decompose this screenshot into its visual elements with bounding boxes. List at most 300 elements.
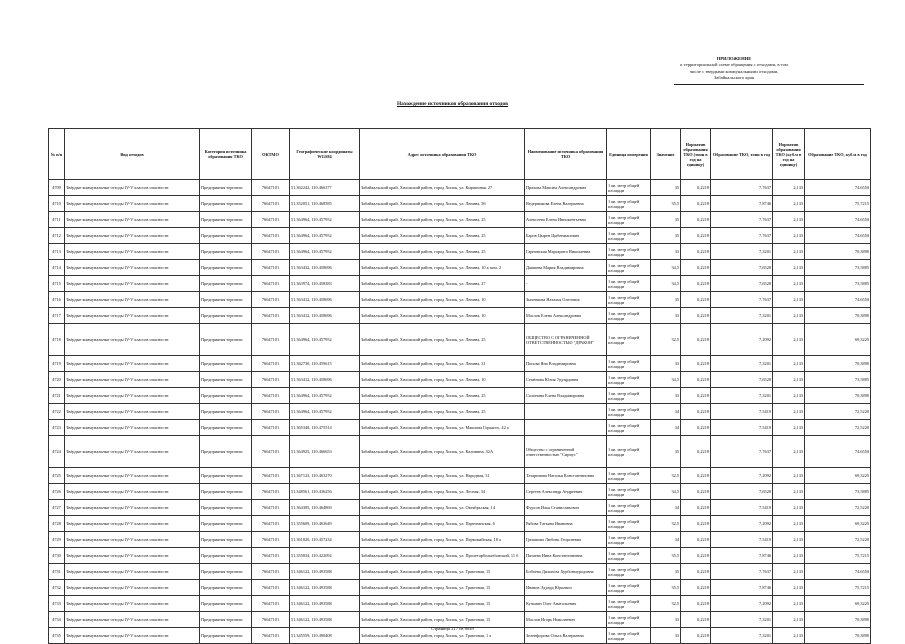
- table-row: [49, 596, 871, 612]
- norm-m3-cell: 2,133: [773, 372, 805, 388]
- address-cell: Забайкальский край, Хилокский район, город Хилок, ул. Ленина, 25: [360, 388, 525, 404]
- value-cell: 32,5: [651, 468, 681, 484]
- waste-type-cell: Твёрдые коммунальные отходы IV-V классов опасности: [65, 612, 200, 628]
- waste-m3-cell: 72,5220: [805, 420, 871, 436]
- table-row: [49, 532, 871, 548]
- source-name-cell: Семёнова Юлия Эдуардовна: [525, 372, 607, 388]
- source-category-cell: Предприятия торговли: [200, 196, 252, 212]
- waste-tonnes-cell: 7,6528: [711, 484, 773, 500]
- address-cell: Забайкальский край, Хилокский район, город Хилок, ул. Ленина, 10: [360, 292, 525, 308]
- norm-tonnes-cell: 0,2218: [681, 292, 711, 308]
- norm-m3-cell: 2,133: [773, 308, 805, 324]
- norm-m3-cell: 2,133: [773, 628, 805, 644]
- norm-tonnes-cell: 0,2218: [681, 500, 711, 516]
- waste-tonnes-cell: 7,5419: [711, 420, 773, 436]
- norm-tonnes-cell: 0,2218: [681, 260, 711, 276]
- table-header-row: [49, 129, 871, 180]
- address-cell: Забайкальский край, Хилокский район, город Хилок, ул. Трактовая, 1 а: [360, 628, 525, 644]
- source-name-cell: Гришкова Любовь Георгиевна: [525, 532, 607, 548]
- source-category-cell: Предприятия торговли: [200, 548, 252, 564]
- norm-tonnes-cell: 0,2218: [681, 580, 711, 596]
- coordinates-cell: 51.364964, 110.457952: [290, 324, 360, 356]
- waste-type-cell: Твёрдые коммунальные отходы IV-V классов опасности: [65, 196, 200, 212]
- waste-tonnes-cell: 7,3201: [711, 628, 773, 644]
- norm-m3-cell: 2,133: [773, 388, 805, 404]
- waste-type-cell: Твёрдые коммунальные отходы IV-V классов опасности: [65, 228, 200, 244]
- norm-tonnes-cell: 0,2218: [681, 212, 711, 228]
- column-header: Категория источника образования ТКО: [200, 129, 252, 180]
- waste-tonnes-cell: 7,3201: [711, 356, 773, 372]
- waste-tonnes-cell: 7,3201: [711, 308, 773, 324]
- value-cell: 35: [651, 228, 681, 244]
- oktmo-cell: 76647101: [252, 500, 290, 516]
- waste-tonnes-cell: 7,6528: [711, 276, 773, 292]
- value-cell: 35: [651, 212, 681, 228]
- norm-m3-cell: 2,133: [773, 500, 805, 516]
- oktmo-cell: 76647101: [252, 404, 290, 420]
- coordinates-cell: 51.355834, 110.422092: [290, 548, 360, 564]
- value-cell: 33: [651, 244, 681, 260]
- row-number-cell: 4728: [49, 516, 65, 532]
- waste-m3-cell: 74,6550: [805, 212, 871, 228]
- waste-type-cell: Твёрдые коммунальные отходы IV-V классов опасности: [65, 404, 200, 420]
- oktmo-cell: 76647101: [252, 228, 290, 244]
- address-cell: Забайкальский край, Хилокский район, город Хилок, ул. Ленина, 25: [360, 244, 525, 260]
- address-cell: Забайкальский край, Хилокский район, город Хилок, ул. Максима Горького, 42 а: [360, 420, 525, 436]
- source-name-cell: Общество с ограниченной ответственностью "Сириус": [525, 436, 607, 468]
- waste-m3-cell: 73,5885: [805, 276, 871, 292]
- coordinates-cell: 51.348561, 110.436256: [290, 484, 360, 500]
- appendix-block: [604, 56, 864, 85]
- waste-m3-cell: 72,5220: [805, 532, 871, 548]
- source-category-cell: Предприятия торговли: [200, 308, 252, 324]
- waste-type-cell: Твёрдые коммунальные отходы IV-V классов опасности: [65, 548, 200, 564]
- coordinates-cell: 51.346122, 110.493588: [290, 596, 360, 612]
- unit-cell: 1 кв. метр общей площади: [607, 244, 651, 260]
- row-number-cell: 4710: [49, 196, 65, 212]
- table-row: [49, 516, 871, 532]
- address-cell: Забайкальский край, Хилокский район, город Хилок, ул. Ленина, 10 а пом. 2: [360, 260, 525, 276]
- waste-tonnes-cell: 7,7637: [711, 212, 773, 228]
- waste-m3-cell: 70,3890: [805, 308, 871, 324]
- norm-m3-cell: 2,133: [773, 484, 805, 500]
- table-row: [49, 308, 871, 324]
- waste-type-cell: Твёрдые коммунальные отходы IV-V классов опасности: [65, 308, 200, 324]
- coordinates-cell: 51.345559, 110.490408: [290, 628, 360, 644]
- waste-m3-cell: 73,5885: [805, 260, 871, 276]
- source-category-cell: Предприятия торговли: [200, 420, 252, 436]
- norm-tonnes-cell: 0,2218: [681, 628, 711, 644]
- source-name-cell: Зыченкова Наталья Олеговна: [525, 292, 607, 308]
- value-cell: 35: [651, 436, 681, 468]
- unit-cell: 1 кв. метр общей площади: [607, 388, 651, 404]
- waste-tonnes-cell: 7,3201: [711, 244, 773, 260]
- waste-type-cell: Твёрдые коммунальные отходы IV-V классов опасности: [65, 356, 200, 372]
- source-category-cell: Предприятия торговли: [200, 500, 252, 516]
- source-name-cell: Рябова Татьяна Ивановна: [525, 516, 607, 532]
- coordinates-cell: 51.346122, 110.493588: [290, 564, 360, 580]
- source-name-cell: Солонина Елена Владимировна: [525, 388, 607, 404]
- waste-type-cell: Твёрдые коммунальные отходы IV-V классов опасности: [65, 500, 200, 516]
- address-cell: Забайкальский край, Хилокский район, город Хилок, ул. Первомайская, 18 а: [360, 532, 525, 548]
- appendix-title: ПРИЛОЖЕНИЕ: [716, 56, 752, 61]
- row-number-cell: 4732: [49, 580, 65, 596]
- source-name-cell: ОБЩЕСТВО С ОГРАНИЧЕННОЙ ОТВЕТСТВЕННОСТЬЮ "ДРАКОН": [525, 324, 607, 356]
- waste-tonnes-cell: 7,5419: [711, 404, 773, 420]
- source-name-cell: Алексеева Елена Иннокентьевна: [525, 212, 607, 228]
- oktmo-cell: 76647101: [252, 372, 290, 388]
- coordinates-cell: 51.364385, 110.464869: [290, 500, 360, 516]
- norm-m3-cell: 2,133: [773, 612, 805, 628]
- source-name-cell: Гарновская Маргарита Николаевна: [525, 244, 607, 260]
- value-cell: 33: [651, 388, 681, 404]
- value-cell: 34: [651, 404, 681, 420]
- waste-type-cell: Твёрдые коммунальные отходы IV-V классов опасности: [65, 468, 200, 484]
- unit-cell: 1 кв. метр общей площади: [607, 580, 651, 596]
- coordinates-cell: 51.362242, 110.466377: [290, 180, 360, 196]
- source-category-cell: Предприятия торговли: [200, 564, 252, 580]
- waste-tonnes-cell: 7,5419: [711, 532, 773, 548]
- source-name-cell: Дашиева Мария Владимировна: [525, 260, 607, 276]
- oktmo-cell: 76647101: [252, 196, 290, 212]
- unit-cell: 1 кв. метр общей площади: [607, 292, 651, 308]
- coordinates-cell: 51.364964, 110.457952: [290, 388, 360, 404]
- source-category-cell: Предприятия торговли: [200, 628, 252, 644]
- value-cell: 33: [651, 628, 681, 644]
- column-header: Наименование источника образования ТКО: [525, 129, 607, 180]
- norm-tonnes-cell: 0,2218: [681, 516, 711, 532]
- waste-tonnes-cell: 7,2092: [711, 324, 773, 356]
- row-number-cell: 4712: [49, 228, 65, 244]
- source-category-cell: Предприятия торговли: [200, 516, 252, 532]
- value-cell: 34: [651, 420, 681, 436]
- waste-type-cell: Твёрдые коммунальные отходы IV-V классов опасности: [65, 180, 200, 196]
- waste-m3-cell: 74,6550: [805, 292, 871, 308]
- norm-tonnes-cell: 0,2218: [681, 372, 711, 388]
- address-cell: Забайкальский край, Хилокский район, город Хилок, ул. Ленина, 25: [360, 212, 525, 228]
- waste-m3-cell: 72,5220: [805, 404, 871, 420]
- unit-cell: 1 кв. метр общей площади: [607, 468, 651, 484]
- coordinates-cell: 51.362730, 110.459615: [290, 356, 360, 372]
- norm-tonnes-cell: 0,2218: [681, 388, 711, 404]
- source-category-cell: Предприятия торговли: [200, 388, 252, 404]
- coordinates-cell: 51.352051, 110.468585: [290, 196, 360, 212]
- waste-m3-cell: 69,3225: [805, 468, 871, 484]
- oktmo-cell: 76647101: [252, 532, 290, 548]
- waste-tonnes-cell: 7,2092: [711, 516, 773, 532]
- norm-tonnes-cell: 0,2218: [681, 468, 711, 484]
- waste-m3-cell: 70,3890: [805, 388, 871, 404]
- waste-m3-cell: 70,3890: [805, 628, 871, 644]
- waste-m3-cell: 74,6550: [805, 436, 871, 468]
- norm-m3-cell: 2,133: [773, 228, 805, 244]
- waste-m3-cell: 70,3890: [805, 612, 871, 628]
- waste-tonnes-cell: 7,7637: [711, 292, 773, 308]
- oktmo-cell: 76647101: [252, 516, 290, 532]
- waste-tonnes-cell: 7,7637: [711, 180, 773, 196]
- unit-cell: 1 кв. метр общей площади: [607, 548, 651, 564]
- value-cell: 33: [651, 308, 681, 324]
- oktmo-cell: 76647101: [252, 420, 290, 436]
- unit-cell: 1 кв. метр общей площади: [607, 628, 651, 644]
- waste-type-cell: Твёрдые коммунальные отходы IV-V классов опасности: [65, 580, 200, 596]
- norm-tonnes-cell: 0,2218: [681, 180, 711, 196]
- source-category-cell: Предприятия торговли: [200, 580, 252, 596]
- oktmo-cell: 76647101: [252, 244, 290, 260]
- waste-m3-cell: 74,6550: [805, 228, 871, 244]
- table-row: [49, 420, 871, 436]
- row-number-cell: 4729: [49, 532, 65, 548]
- source-name-cell: Маслов Игорь Николаевич: [525, 612, 607, 628]
- norm-m3-cell: 2,133: [773, 356, 805, 372]
- unit-cell: 1 кв. метр общей площади: [607, 212, 651, 228]
- source-name-cell: Сергеев Александр Андреевич: [525, 484, 607, 500]
- table-row: [49, 468, 871, 484]
- source-category-cell: Предприятия торговли: [200, 260, 252, 276]
- waste-type-cell: Твёрдые коммунальные отходы IV-V классов опасности: [65, 564, 200, 580]
- oktmo-cell: 76647101: [252, 260, 290, 276]
- norm-tonnes-cell: 0,2218: [681, 436, 711, 468]
- row-number-cell: 4720: [49, 372, 65, 388]
- value-cell: 34,5: [651, 484, 681, 500]
- waste-type-cell: Твёрдые коммунальные отходы IV-V классов опасности: [65, 596, 200, 612]
- address-cell: Забайкальский край, Хилокский район, город Хилок, ул. Трактовая, 15: [360, 564, 525, 580]
- value-cell: 35: [651, 564, 681, 580]
- norm-tonnes-cell: 0,2218: [681, 356, 711, 372]
- row-number-cell: 4734: [49, 612, 65, 628]
- source-category-cell: Предприятия торговли: [200, 228, 252, 244]
- norm-tonnes-cell: 0,2218: [681, 532, 711, 548]
- waste-m3-cell: 75,7215: [805, 196, 871, 212]
- oktmo-cell: 76647101: [252, 612, 290, 628]
- norm-tonnes-cell: 0,2218: [681, 276, 711, 292]
- source-category-cell: Предприятия торговли: [200, 180, 252, 196]
- address-cell: Забайкальский край, Хилокский район, город Хилок, ул. Ленина, 10: [360, 372, 525, 388]
- row-number-cell: 4730: [49, 548, 65, 564]
- coordinates-cell: 51.363412, 110.458696: [290, 308, 360, 324]
- source-name-cell: Кузьмин Олег Анатольевич: [525, 596, 607, 612]
- address-cell: Забайкальский край, Хилокский район, город Хилок, ул. Лесная, 34: [360, 484, 525, 500]
- oktmo-cell: 76647101: [252, 180, 290, 196]
- address-cell: Забайкальский край, Хилокский район, город Хилок, ул. Ленина, 10: [360, 308, 525, 324]
- source-category-cell: Предприятия торговли: [200, 468, 252, 484]
- address-cell: Забайкальский край, Хилокский район, город Хилок, ул. Кирпичная, 27: [360, 180, 525, 196]
- row-number-cell: 4722: [49, 404, 65, 420]
- value-cell: 35: [651, 180, 681, 196]
- norm-tonnes-cell: 0,2218: [681, 228, 711, 244]
- oktmo-cell: 76647101: [252, 548, 290, 564]
- oktmo-cell: 76647101: [252, 436, 290, 468]
- waste-type-cell: Твёрдые коммунальные отходы IV-V классов опасности: [65, 388, 200, 404]
- norm-tonnes-cell: 0,2218: [681, 324, 711, 356]
- unit-cell: 1 кв. метр общей площади: [607, 500, 651, 516]
- unit-cell: 1 кв. метр общей площади: [607, 260, 651, 276]
- oktmo-cell: 76647101: [252, 324, 290, 356]
- source-category-cell: Предприятия торговли: [200, 276, 252, 292]
- row-number-cell: 4726: [49, 484, 65, 500]
- source-name-cell: [525, 420, 607, 436]
- page-footer: Страница 217 из 6049: [431, 626, 474, 631]
- norm-m3-cell: 2,133: [773, 292, 805, 308]
- unit-cell: 1 кв. метр общей площади: [607, 404, 651, 420]
- value-cell: 32,5: [651, 516, 681, 532]
- value-cell: 34: [651, 500, 681, 516]
- row-number-cell: 4721: [49, 388, 65, 404]
- table-row: [49, 548, 871, 564]
- row-number-cell: 4723: [49, 420, 65, 436]
- source-name-cell: [525, 404, 607, 420]
- table-row: [49, 564, 871, 580]
- waste-tonnes-cell: 7,7637: [711, 436, 773, 468]
- waste-type-cell: Твёрдые коммунальные отходы IV-V классов опасности: [65, 212, 200, 228]
- column-header: Норматив образования ТКО (тонн в год на единицу): [681, 129, 711, 180]
- table-row: [49, 404, 871, 420]
- waste-tonnes-cell: 7,7637: [711, 228, 773, 244]
- norm-m3-cell: 2,133: [773, 180, 805, 196]
- value-cell: 35,5: [651, 580, 681, 596]
- unit-cell: 1 кв. метр общей площади: [607, 612, 651, 628]
- coordinates-cell: 51.364964, 110.457952: [290, 244, 360, 260]
- address-cell: Забайкальский край, Хилокский район, город Хилок, ул. Ленина, 25: [360, 404, 525, 420]
- source-category-cell: Предприятия торговли: [200, 404, 252, 420]
- waste-m3-cell: 69,3225: [805, 324, 871, 356]
- unit-cell: 1 кв. метр общей площади: [607, 420, 651, 436]
- unit-cell: 1 кв. метр общей площади: [607, 516, 651, 532]
- waste-tonnes-cell: 7,8746: [711, 548, 773, 564]
- address-cell: Забайкальский край, Хилокский район, город Хилок, ул. Трактовая, 15: [360, 580, 525, 596]
- source-name-cell: Фурсов Илья Станиславович: [525, 500, 607, 516]
- coordinates-cell: 51.364964, 110.457952: [290, 404, 360, 420]
- coordinates-cell: 51.363412, 110.458696: [290, 372, 360, 388]
- table-row: [49, 228, 871, 244]
- table-row: [49, 212, 871, 228]
- waste-m3-cell: 72,5220: [805, 500, 871, 516]
- waste-type-cell: Твёрдые коммунальные отходы IV-V классов опасности: [65, 516, 200, 532]
- source-name-cell: Пятаева Нина Константиновна: [525, 548, 607, 564]
- waste-type-cell: Твёрдые коммунальные отходы IV-V классов опасности: [65, 292, 200, 308]
- column-header: Образование ТКО, куб.м в год: [805, 129, 871, 180]
- norm-m3-cell: 2,133: [773, 196, 805, 212]
- waste-tonnes-cell: 7,2092: [711, 468, 773, 484]
- address-cell: Забайкальский край, Хилокский район, город Хилок, ул. Партизанская, 6: [360, 516, 525, 532]
- source-name-cell: Ведерникова Елена Валерьевна: [525, 196, 607, 212]
- waste-tonnes-cell: 7,6528: [711, 372, 773, 388]
- waste-type-cell: Твёрдые коммунальные отходы IV-V классов опасности: [65, 628, 200, 644]
- waste-m3-cell: 70,3890: [805, 244, 871, 260]
- norm-tonnes-cell: 0,2218: [681, 308, 711, 324]
- source-name-cell: Баров Цырен Цыбенжапович: [525, 228, 607, 244]
- waste-type-cell: Твёрдые коммунальные отходы IV-V классов опасности: [65, 276, 200, 292]
- oktmo-cell: 76647101: [252, 580, 290, 596]
- table-row: [49, 244, 871, 260]
- column-header: Единица измерения: [607, 129, 651, 180]
- value-cell: 35,5: [651, 548, 681, 564]
- waste-tonnes-cell: 7,2092: [711, 596, 773, 612]
- waste-m3-cell: 69,3225: [805, 596, 871, 612]
- coordinates-cell: 51.346122, 110.493588: [290, 580, 360, 596]
- coordinates-cell: 51.363974, 110.458383: [290, 276, 360, 292]
- row-number-cell: 4713: [49, 244, 65, 260]
- row-number-cell: 4709: [49, 180, 65, 196]
- coordinates-cell: 51.346122, 110.493588: [290, 612, 360, 628]
- norm-tonnes-cell: 0,2218: [681, 420, 711, 436]
- coordinates-cell: 51.364925, 110.466653: [290, 436, 360, 468]
- oktmo-cell: 76647101: [252, 212, 290, 228]
- waste-type-cell: Твёрдые коммунальные отходы IV-V классов опасности: [65, 260, 200, 276]
- unit-cell: 1 кв. метр общей площади: [607, 276, 651, 292]
- table-body: [49, 180, 871, 644]
- column-header: Образование ТКО, тонн в год: [711, 129, 773, 180]
- source-category-cell: Предприятия торговли: [200, 596, 252, 612]
- waste-tonnes-cell: 7,7637: [711, 564, 773, 580]
- waste-tonnes-cell: 7,3201: [711, 388, 773, 404]
- norm-tonnes-cell: 0,2218: [681, 484, 711, 500]
- row-number-cell: 4719: [49, 356, 65, 372]
- source-category-cell: Предприятия торговли: [200, 324, 252, 356]
- row-number-cell: 4724: [49, 436, 65, 468]
- address-cell: Забайкальский край, Хилокский район, город Хилок, ул. Ленина, 25: [360, 228, 525, 244]
- coordinates-cell: 51.355609, 110.463649: [290, 516, 360, 532]
- norm-tonnes-cell: 0,2218: [681, 548, 711, 564]
- unit-cell: 1 кв. метр общей площади: [607, 228, 651, 244]
- address-cell: Забайкальский край, Хилокский район, город Хилок, ул. Калинина, 32А: [360, 436, 525, 468]
- unit-cell: 1 кв. метр общей площади: [607, 180, 651, 196]
- address-cell: Забайкальский край, Хилокский район, город Хилок, ул. Ленина, 31: [360, 356, 525, 372]
- source-name-cell: Прахова Максим Александрович: [525, 180, 607, 196]
- source-category-cell: Предприятия торговли: [200, 532, 252, 548]
- waste-type-cell: Твёрдые коммунальные отходы IV-V классов опасности: [65, 436, 200, 468]
- row-number-cell: 4733: [49, 596, 65, 612]
- norm-m3-cell: 2,133: [773, 324, 805, 356]
- waste-tonnes-cell: 7,6528: [711, 260, 773, 276]
- waste-type-cell: Твёрдые коммунальные отходы IV-V классов опасности: [65, 420, 200, 436]
- column-header: ОКТМО: [252, 129, 290, 180]
- value-cell: 34,5: [651, 276, 681, 292]
- row-number-cell: 4735: [49, 628, 65, 644]
- unit-cell: 1 кв. метр общей площади: [607, 372, 651, 388]
- norm-tonnes-cell: 0,2218: [681, 244, 711, 260]
- address-cell: Забайкальский край, Хилокский район, город Хилок, ул. Трактовая, 15: [360, 612, 525, 628]
- source-category-cell: Предприятия торговли: [200, 212, 252, 228]
- norm-m3-cell: 2,133: [773, 468, 805, 484]
- unit-cell: 1 кв. метр общей площади: [607, 356, 651, 372]
- column-header: Адрес источника образования ТКО: [360, 129, 525, 180]
- waste-tonnes-cell: 7,8746: [711, 580, 773, 596]
- waste-m3-cell: 70,3890: [805, 356, 871, 372]
- unit-cell: 1 кв. метр общей площади: [607, 196, 651, 212]
- norm-m3-cell: 2,133: [773, 532, 805, 548]
- source-category-cell: Предприятия торговли: [200, 356, 252, 372]
- value-cell: 34,5: [651, 260, 681, 276]
- waste-type-cell: Твёрдые коммунальные отходы IV-V классов опасности: [65, 324, 200, 356]
- table-row: [49, 484, 871, 500]
- source-name-cell: Татаринова Наталья Константиновна: [525, 468, 607, 484]
- oktmo-cell: 76647101: [252, 292, 290, 308]
- table-row: [49, 356, 871, 372]
- coordinates-cell: 51.361820, 110.457234: [290, 532, 360, 548]
- source-name-cell: Бобоева Дильноза Хурбонмуродовна: [525, 564, 607, 580]
- coordinates-cell: 51.363432, 110.458696: [290, 260, 360, 276]
- norm-tonnes-cell: 0,2218: [681, 404, 711, 420]
- document-title: Нахождение источников образования отходов: [396, 101, 509, 107]
- source-category-cell: Предприятия торговли: [200, 612, 252, 628]
- norm-m3-cell: 2,133: [773, 404, 805, 420]
- norm-m3-cell: 2,133: [773, 516, 805, 532]
- row-number-cell: 4715: [49, 276, 65, 292]
- norm-m3-cell: 2,133: [773, 436, 805, 468]
- waste-m3-cell: 74,6550: [805, 180, 871, 196]
- source-name-cell: Маслов Елена Александровна: [525, 308, 607, 324]
